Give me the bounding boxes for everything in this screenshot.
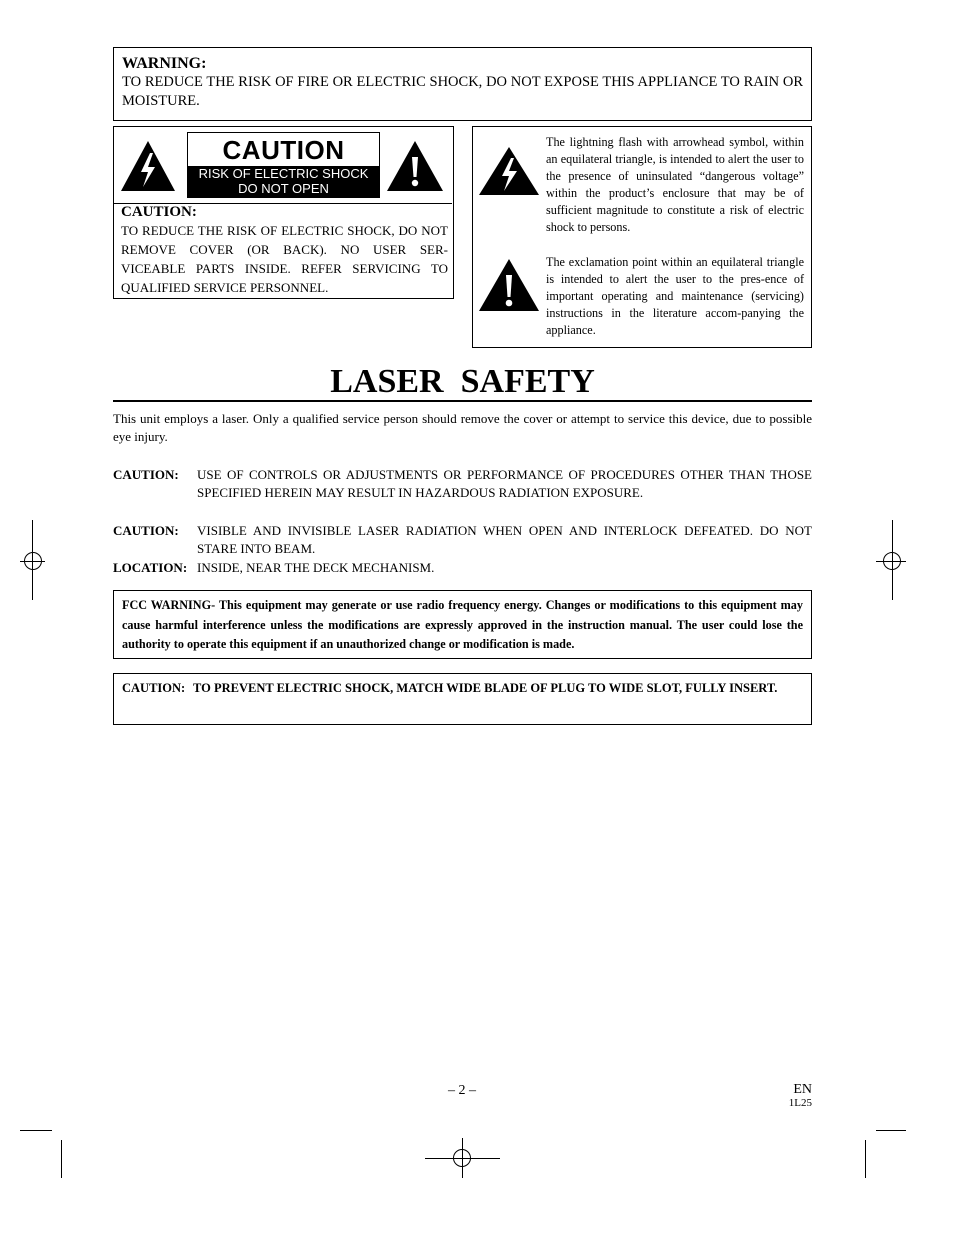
warning-title: WARNING: — [122, 55, 207, 72]
fcc-warning-text: FCC WARNING- This equipment may generate or use radio frequency energy. Changes or modifications to this equipment may cause harmful interference unless the modifications are expressly approved in the instruction manual. The user could lose the authority to operate this equipment if an unauthorized change or modification is made. — [122, 598, 803, 651]
title-rule — [113, 400, 812, 402]
warning-text: TO REDUCE THE RISK OF FIRE OR ELECTRIC SHOCK, DO NOT EXPOSE THIS APPLIANCE TO RAIN OR MOISTURE. — [122, 74, 803, 109]
registration-mark-icon — [452, 1148, 472, 1168]
caution-word-frame — [187, 132, 380, 198]
page-number: – 2 – — [448, 1083, 476, 1098]
caution-big-word: CAUTION — [222, 135, 345, 165]
risk-line-2: DO NOT OPEN — [238, 181, 329, 196]
caution-label-box — [113, 126, 454, 299]
laser-caution-1 — [113, 466, 812, 502]
registration-mark-icon — [23, 551, 43, 571]
location-label: LOCATION: — [113, 560, 188, 575]
plug-caution-label: CAUTION: — [122, 681, 186, 695]
caution-heading: CAUTION: — [121, 204, 197, 220]
laser-caution-2 — [113, 522, 812, 558]
exclamation-explanation: The exclamation point within an equilateral triangle is intended to alert the user to the pres-ence of important operating and maintenance (servicing) instructions in the literature accom-panying the appliance. — [546, 255, 804, 337]
plug-caution-box — [113, 673, 812, 725]
warning-box — [113, 47, 812, 121]
risk-of-shock-banner — [188, 166, 379, 197]
model-code: 1L25 — [788, 1097, 812, 1109]
caution-text: TO REDUCE THE RISK OF ELECTRIC SHOCK, DO NOT REMOVE COVER (OR BACK). NO USER SER-VICEABLE PARTS INSIDE. REFER SERVICING TO QUALIFIED SERVICE PERSONNEL. — [121, 223, 448, 295]
laser-location — [113, 559, 812, 577]
location-text: INSIDE, NEAR THE DECK MECHANISM. — [197, 560, 435, 575]
caution-1-label: CAUTION: — [113, 467, 179, 482]
caution-2-text: VISIBLE AND INVISIBLE LASER RADIATION WHEN OPEN AND INTERLOCK DEFEATED. DO NOT STARE INTO BEAM. — [197, 523, 812, 556]
registration-mark-icon — [882, 551, 902, 571]
caution-label-graphic — [114, 127, 452, 204]
exclamation-triangle-icon — [478, 258, 540, 312]
laser-intro: This unit employs a laser. Only a qualified service person should remove the cover or attempt to service this device, due to possible eye injury. — [113, 411, 812, 444]
plug-caution-text: TO PREVENT ELECTRIC SHOCK, MATCH WIDE BLADE OF PLUG TO WIDE SLOT, FULLY INSERT. — [193, 681, 778, 695]
fcc-warning-box — [113, 590, 812, 659]
caution-1-text: USE OF CONTROLS OR ADJUSTMENTS OR PERFORMANCE OF PROCEDURES OTHER THAN THOSE SPECIFIED HEREIN MAY RESULT IN HAZARDOUS RADIATION EXPOSURE. — [197, 467, 812, 500]
exclamation-triangle-icon — [386, 140, 444, 192]
laser-safety-title: LASER SAFETY — [330, 363, 595, 400]
risk-line-1: RISK OF ELECTRIC SHOCK — [198, 166, 369, 181]
lightning-triangle-icon — [478, 146, 540, 196]
symbols-explanation-box — [472, 126, 812, 348]
language-code: EN — [793, 1082, 812, 1097]
lightning-explanation: The lightning flash with arrowhead symbol, within an equilateral triangle, is intended to alert the user to the presence of uninsulated “dangerous voltage” within the product’s enclosure that may be of sufficient magnitude to constitute a risk of electric shock to persons. — [546, 135, 804, 234]
caution-2-label: CAUTION: — [113, 523, 179, 538]
lightning-triangle-icon — [120, 140, 176, 192]
